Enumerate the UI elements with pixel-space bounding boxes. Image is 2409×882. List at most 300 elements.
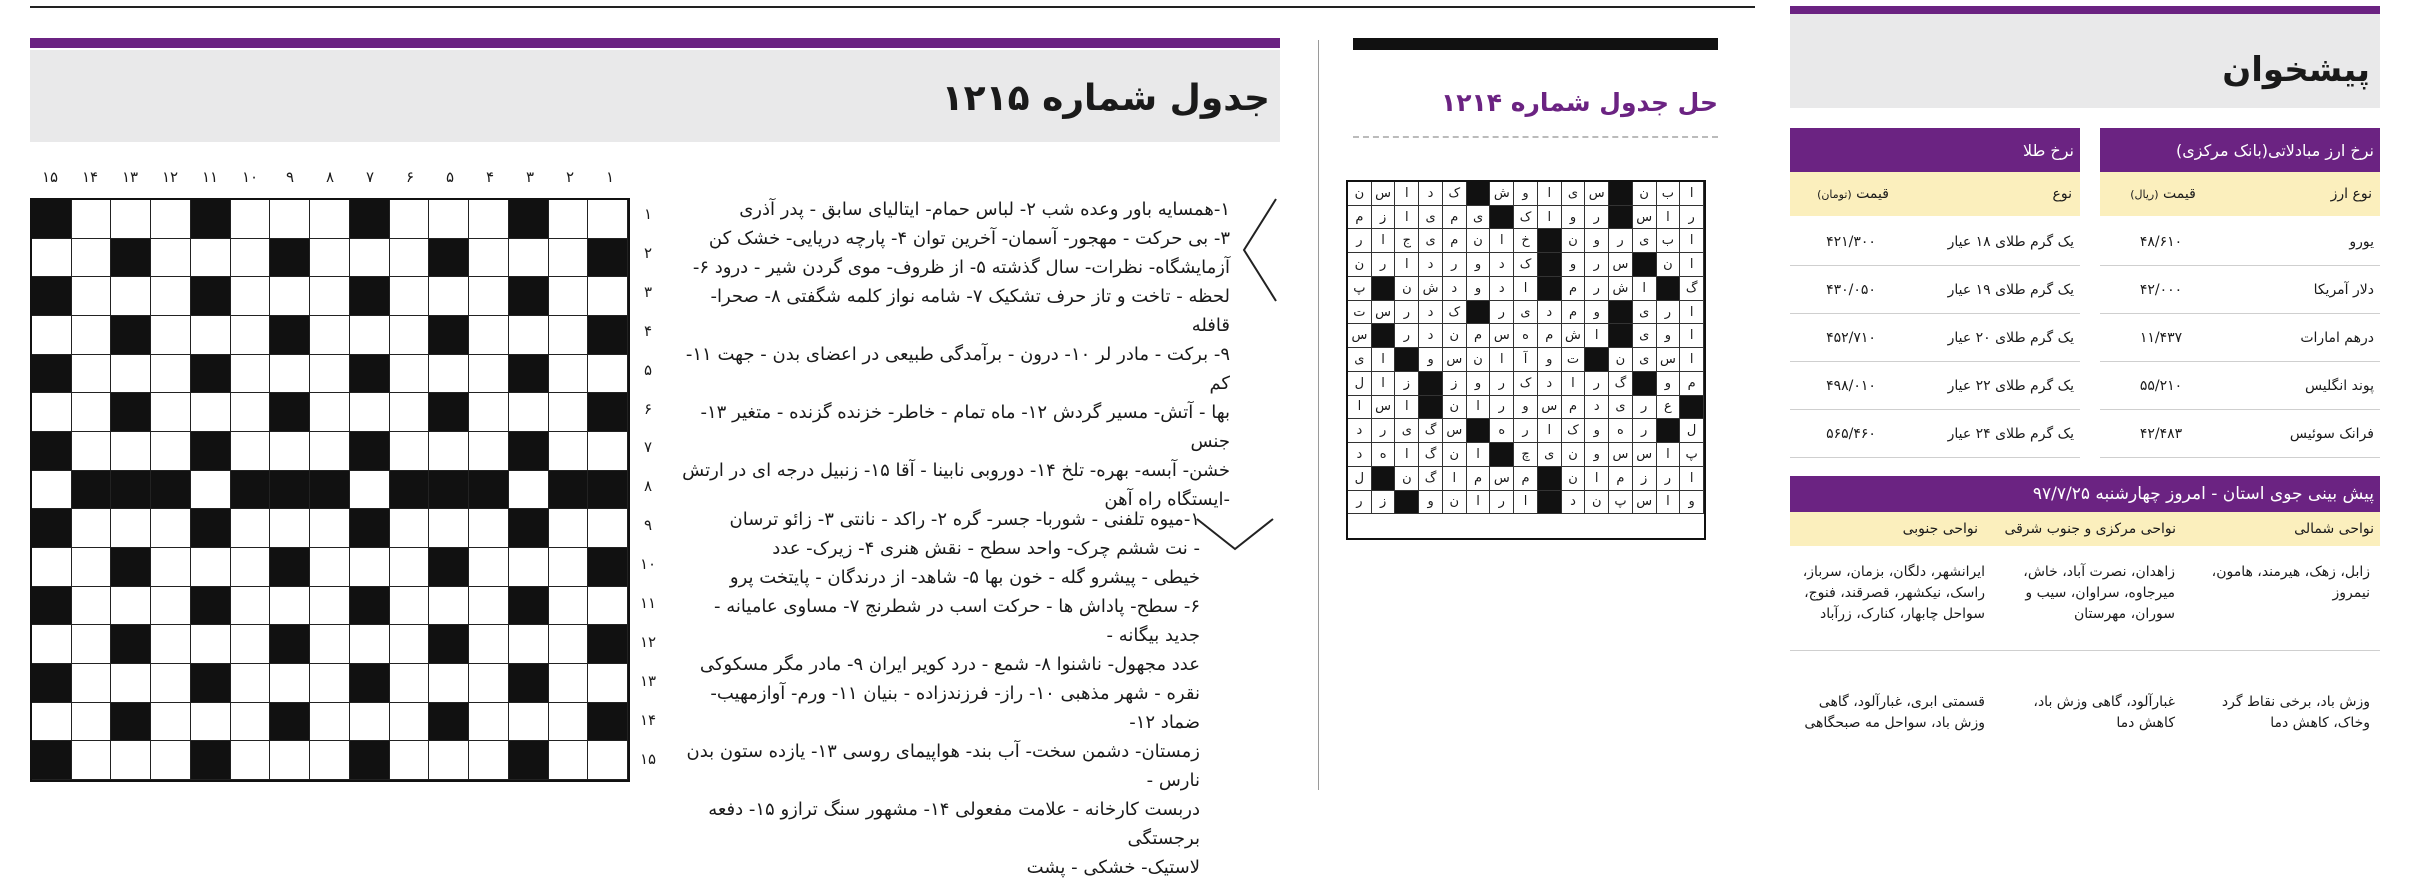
crossword-cell[interactable]	[151, 471, 191, 510]
crossword-cell[interactable]	[469, 393, 509, 432]
crossword-header-bar	[30, 38, 1280, 48]
crossword-cell[interactable]	[350, 432, 390, 471]
solution-cell: ا	[1585, 467, 1609, 491]
solution-cell: خ	[1514, 229, 1538, 253]
crossword-cell[interactable]	[310, 703, 350, 742]
crossword-cell[interactable]	[310, 200, 350, 239]
crossword-cell[interactable]	[270, 625, 310, 664]
crossword-cell[interactable]	[509, 664, 549, 703]
crossword-cell[interactable]	[429, 200, 469, 239]
crossword-cell[interactable]	[390, 432, 430, 471]
crossword-cell[interactable]	[588, 587, 628, 626]
crossword-cell[interactable]	[191, 703, 231, 742]
crossword-cell[interactable]	[509, 355, 549, 394]
crossword-cell[interactable]	[509, 548, 549, 587]
crossword-cell[interactable]	[32, 664, 72, 703]
crossword-cell[interactable]	[390, 200, 430, 239]
crossword-cell[interactable]	[231, 664, 271, 703]
crossword-cell[interactable]	[72, 393, 112, 432]
solution-cell: ن	[1395, 467, 1419, 491]
solution-cell: ا	[1680, 229, 1704, 253]
crossword-cell[interactable]	[350, 587, 390, 626]
crossword-cell[interactable]	[111, 664, 151, 703]
crossword-cell[interactable]	[509, 625, 549, 664]
crossword-cell[interactable]	[390, 509, 430, 548]
crossword-cell[interactable]	[32, 316, 72, 355]
crossword-cell[interactable]	[191, 625, 231, 664]
crossword-grid[interactable]	[30, 198, 630, 782]
solution-cell: س	[1372, 182, 1396, 206]
crossword-cell[interactable]	[509, 200, 549, 239]
crossword-cell[interactable]	[549, 393, 589, 432]
solution-cell: ی	[1419, 206, 1443, 230]
solution-cell: ا	[1395, 443, 1419, 467]
crossword-cell[interactable]	[549, 625, 589, 664]
crossword-cell[interactable]	[111, 316, 151, 355]
solution-cell: و	[1467, 253, 1491, 277]
crossword-cell[interactable]	[310, 393, 350, 432]
solution-cell: ا	[1680, 301, 1704, 325]
crossword-cell[interactable]	[72, 471, 112, 510]
crossword-cell[interactable]	[151, 703, 191, 742]
crossword-cell[interactable]	[588, 548, 628, 587]
crossword-cell[interactable]	[429, 509, 469, 548]
crossword-cell[interactable]	[549, 703, 589, 742]
row-number: ۱۳	[639, 671, 657, 690]
solution-cell: س	[1372, 301, 1396, 325]
crossword-cell[interactable]	[549, 355, 589, 394]
crossword-cell[interactable]	[72, 355, 112, 394]
solution-cell: ج	[1395, 229, 1419, 253]
crossword-cell[interactable]	[231, 393, 271, 432]
crossword-cell[interactable]	[270, 355, 310, 394]
crossword-cell[interactable]	[72, 703, 112, 742]
solution-cell: م	[1609, 467, 1633, 491]
solution-cell: پ	[1609, 491, 1633, 515]
solution-cell: ن	[1562, 467, 1586, 491]
crossword-cell[interactable]	[270, 587, 310, 626]
crossword-cell[interactable]	[111, 625, 151, 664]
column-number: ۲	[565, 168, 575, 186]
crossword-cell[interactable]	[509, 741, 549, 780]
crossword-cell[interactable]	[429, 239, 469, 278]
crossword-cell[interactable]	[549, 587, 589, 626]
solution-cell: س	[1633, 491, 1657, 515]
solution-black-cell	[1538, 277, 1562, 301]
crossword-cell[interactable]	[72, 548, 112, 587]
crossword-cell[interactable]	[350, 548, 390, 587]
crossword-cell[interactable]	[350, 703, 390, 742]
crossword-cell[interactable]	[191, 509, 231, 548]
crossword-cell[interactable]	[231, 432, 271, 471]
crossword-cell[interactable]	[270, 664, 310, 703]
crossword-cell[interactable]	[469, 239, 509, 278]
crossword-cell[interactable]	[429, 432, 469, 471]
crossword-cell[interactable]	[509, 471, 549, 510]
crossword-cell[interactable]	[390, 239, 430, 278]
crossword-cell[interactable]	[32, 587, 72, 626]
crossword-cell[interactable]	[469, 548, 509, 587]
solution-black-cell	[1372, 277, 1396, 301]
crossword-cell[interactable]	[151, 587, 191, 626]
crossword-cell[interactable]	[509, 509, 549, 548]
crossword-cell[interactable]	[350, 509, 390, 548]
crossword-cell[interactable]	[509, 587, 549, 626]
solution-cell: م	[1443, 206, 1467, 230]
crossword-cell[interactable]	[350, 741, 390, 780]
solution-cell: ه	[1514, 324, 1538, 348]
crossword-cell[interactable]	[270, 393, 310, 432]
crossword-cell[interactable]	[231, 200, 271, 239]
solution-cell: س	[1490, 324, 1514, 348]
solution-cell: س	[1490, 467, 1514, 491]
crossword-cell[interactable]	[509, 316, 549, 355]
crossword-cell[interactable]	[310, 316, 350, 355]
crossword-cell[interactable]	[429, 471, 469, 510]
crossword-cell[interactable]	[549, 200, 589, 239]
crossword-cell[interactable]	[310, 471, 350, 510]
crossword-cell[interactable]	[429, 277, 469, 316]
crossword-cell[interactable]	[191, 471, 231, 510]
crossword-cell[interactable]	[549, 432, 589, 471]
crossword-cell[interactable]	[469, 509, 509, 548]
crossword-cell[interactable]	[270, 277, 310, 316]
clue-line: ۳- بی حرکت - مهجور- آسمان- آخرین توان ۴- پارچه دریایی- خشک کن	[708, 228, 1230, 249]
crossword-cell[interactable]	[390, 741, 430, 780]
crossword-cell[interactable]	[111, 703, 151, 742]
crossword-cell[interactable]	[429, 355, 469, 394]
gold-table	[1790, 218, 2080, 458]
crossword-cell[interactable]	[111, 239, 151, 278]
crossword-cell[interactable]	[111, 587, 151, 626]
crossword-cell[interactable]	[350, 471, 390, 510]
crossword-cell[interactable]	[72, 587, 112, 626]
crossword-cell[interactable]	[270, 316, 310, 355]
crossword-cell[interactable]	[390, 355, 430, 394]
crossword-cell[interactable]	[191, 393, 231, 432]
crossword-cell[interactable]	[509, 393, 549, 432]
crossword-cell[interactable]	[111, 432, 151, 471]
crossword-cell[interactable]	[32, 741, 72, 780]
crossword-cell[interactable]	[588, 393, 628, 432]
rate-value: ۵۶۵/۴۶۰	[1790, 410, 1912, 458]
crossword-cell[interactable]	[469, 355, 509, 394]
crossword-cell[interactable]	[588, 316, 628, 355]
solution-cell: ز	[1633, 467, 1657, 491]
crossword-cell[interactable]	[429, 741, 469, 780]
crossword-cell[interactable]	[350, 664, 390, 703]
crossword-cell[interactable]	[270, 548, 310, 587]
crossword-cell[interactable]	[231, 509, 271, 548]
crossword-cell[interactable]	[151, 664, 191, 703]
crossword-cell[interactable]	[310, 664, 350, 703]
crossword-cell[interactable]	[469, 741, 509, 780]
crossword-cell[interactable]	[429, 393, 469, 432]
crossword-cell[interactable]	[310, 277, 350, 316]
crossword-cell[interactable]	[111, 471, 151, 510]
crossword-cell[interactable]	[231, 625, 271, 664]
crossword-cell[interactable]	[231, 355, 271, 394]
solution-cell: ک	[1514, 206, 1538, 230]
crossword-cell[interactable]	[350, 239, 390, 278]
crossword-cell[interactable]	[191, 587, 231, 626]
crossword-cell[interactable]	[509, 277, 549, 316]
solution-cell: و	[1419, 348, 1443, 372]
crossword-cell[interactable]	[588, 432, 628, 471]
crossword-cell[interactable]	[32, 548, 72, 587]
crossword-cell[interactable]	[231, 277, 271, 316]
crossword-cell[interactable]	[469, 703, 509, 742]
solution-cell: و	[1585, 443, 1609, 467]
crossword-cell[interactable]	[231, 548, 271, 587]
crossword-cell[interactable]	[231, 471, 271, 510]
crossword-cell[interactable]	[151, 316, 191, 355]
crossword-cell[interactable]	[32, 200, 72, 239]
crossword-cell[interactable]	[588, 741, 628, 780]
solution-cell: ا	[1395, 206, 1419, 230]
crossword-cell[interactable]	[429, 587, 469, 626]
crossword-cell[interactable]	[390, 664, 430, 703]
crossword-cell[interactable]	[390, 471, 430, 510]
solution-cell: ن	[1562, 229, 1586, 253]
solution-black-cell	[1467, 301, 1491, 325]
crossword-cell[interactable]	[270, 432, 310, 471]
crossword-cell[interactable]	[111, 200, 151, 239]
crossword-cell[interactable]	[151, 277, 191, 316]
crossword-cell[interactable]	[151, 239, 191, 278]
solution-cell: ن	[1585, 491, 1609, 515]
crossword-cell[interactable]	[350, 355, 390, 394]
solution-cell: م	[1562, 277, 1586, 301]
crossword-cell[interactable]	[270, 239, 310, 278]
crossword-cell[interactable]	[32, 277, 72, 316]
crossword-cell[interactable]	[390, 587, 430, 626]
crossword-cell[interactable]	[191, 432, 231, 471]
crossword-cell[interactable]	[151, 509, 191, 548]
crossword-cell[interactable]	[72, 277, 112, 316]
crossword-cell[interactable]	[151, 741, 191, 780]
row-number: ۴	[643, 321, 653, 340]
crossword-cell[interactable]	[469, 432, 509, 471]
crossword-cell[interactable]	[231, 587, 271, 626]
crossword-cell[interactable]	[429, 625, 469, 664]
crossword-cell[interactable]	[469, 587, 509, 626]
crossword-cell[interactable]	[191, 316, 231, 355]
crossword-cell[interactable]	[588, 664, 628, 703]
crossword-cell[interactable]	[390, 316, 430, 355]
solution-cell: د	[1348, 443, 1372, 467]
crossword-cell[interactable]	[111, 741, 151, 780]
crossword-cell[interactable]	[72, 316, 112, 355]
solution-cell: ن	[1443, 324, 1467, 348]
crossword-cell[interactable]	[549, 548, 589, 587]
column-number: ۹	[285, 168, 295, 186]
crossword-cell[interactable]	[72, 625, 112, 664]
solution-cell: ا	[1467, 443, 1491, 467]
crossword-cell[interactable]	[390, 277, 430, 316]
crossword-cell[interactable]	[151, 200, 191, 239]
crossword-cell[interactable]	[72, 239, 112, 278]
crossword-cell[interactable]	[469, 200, 509, 239]
crossword-cell[interactable]	[32, 625, 72, 664]
crossword-cell[interactable]	[588, 471, 628, 510]
crossword-cell[interactable]	[588, 277, 628, 316]
crossword-cell[interactable]	[72, 432, 112, 471]
crossword-cell[interactable]	[32, 393, 72, 432]
crossword-cell[interactable]	[390, 393, 430, 432]
crossword-cell[interactable]	[111, 277, 151, 316]
crossword-cell[interactable]	[350, 625, 390, 664]
crossword-cell[interactable]	[111, 509, 151, 548]
crossword-cell[interactable]	[32, 471, 72, 510]
column-number: ۵	[445, 168, 455, 186]
crossword-cell[interactable]	[32, 509, 72, 548]
crossword-cell[interactable]	[151, 355, 191, 394]
crossword-cell[interactable]	[390, 703, 430, 742]
crossword-cell[interactable]	[231, 316, 271, 355]
crossword-cell[interactable]	[310, 587, 350, 626]
solution-cell: س	[1633, 443, 1657, 467]
row-number: ۷	[643, 438, 653, 457]
crossword-cell[interactable]	[32, 703, 72, 742]
crossword-cell[interactable]	[231, 703, 271, 742]
solution-cell: د	[1562, 491, 1586, 515]
crossword-cell[interactable]	[72, 200, 112, 239]
crossword-cell[interactable]	[191, 741, 231, 780]
currency-table	[2100, 218, 2380, 458]
solution-cell: ر	[1348, 491, 1372, 515]
solution-cell: ر	[1585, 372, 1609, 396]
crossword-cell[interactable]	[191, 355, 231, 394]
crossword-cell[interactable]	[32, 239, 72, 278]
clue-line: ۶- سطح- پاداش ها - حرکت اسب در شطرنج ۷- مساوی عامیانه - جدید بیگانه -	[714, 596, 1200, 646]
clue-line: ۱-همسایه باور وعده شب ۲- لباس حمام- ایتالیای سابق - پدر آذری	[739, 199, 1230, 220]
crossword-cell[interactable]	[151, 548, 191, 587]
row-number: ۲	[643, 243, 653, 262]
crossword-cell[interactable]	[191, 277, 231, 316]
crossword-cell[interactable]	[310, 741, 350, 780]
solution-cell: پ	[1348, 277, 1372, 301]
crossword-cell[interactable]	[310, 239, 350, 278]
crossword-cell[interactable]	[111, 548, 151, 587]
crossword-cell[interactable]	[310, 509, 350, 548]
crossword-cell[interactable]	[509, 432, 549, 471]
crossword-cell[interactable]	[72, 664, 112, 703]
crossword-cell[interactable]	[151, 432, 191, 471]
crossword-cell[interactable]	[429, 703, 469, 742]
clue-line: دربست کارخانه - علامت مفعولی ۱۴- مشهور سنگ ترازو ۱۵- دفعه برجستگی	[708, 799, 1200, 849]
crossword-cell[interactable]	[549, 664, 589, 703]
crossword-cell[interactable]	[549, 316, 589, 355]
crossword-cell[interactable]	[191, 664, 231, 703]
crossword-cell[interactable]	[549, 741, 589, 780]
crossword-cell[interactable]	[350, 316, 390, 355]
solution-cell: ن	[1443, 396, 1467, 420]
crossword-cell[interactable]	[549, 239, 589, 278]
crossword-cell[interactable]	[111, 355, 151, 394]
crossword-cell[interactable]	[390, 625, 430, 664]
crossword-cell[interactable]	[469, 471, 509, 510]
solution-cell: ت	[1562, 348, 1586, 372]
crossword-cell[interactable]	[509, 703, 549, 742]
crossword-cell[interactable]	[469, 664, 509, 703]
crossword-cell[interactable]	[390, 548, 430, 587]
crossword-cell[interactable]	[588, 509, 628, 548]
solution-cell: ر	[1633, 396, 1657, 420]
crossword-cell[interactable]	[151, 393, 191, 432]
crossword-cell[interactable]	[549, 471, 589, 510]
crossword-cell[interactable]	[270, 509, 310, 548]
crossword-cell[interactable]	[32, 432, 72, 471]
currency-header: نرخ ارز مبادلاتی(بانک مرکزی)	[2100, 128, 2380, 172]
crossword-cell[interactable]	[429, 316, 469, 355]
crossword-cell[interactable]	[588, 703, 628, 742]
crossword-cell[interactable]	[509, 239, 549, 278]
crossword-cell[interactable]	[429, 548, 469, 587]
crossword-cell[interactable]	[32, 355, 72, 394]
crossword-cell[interactable]	[469, 316, 509, 355]
crossword-cell[interactable]	[429, 664, 469, 703]
crossword-cell[interactable]	[310, 548, 350, 587]
crossword-cell[interactable]	[588, 625, 628, 664]
crossword-cell[interactable]	[231, 741, 271, 780]
crossword-cell[interactable]	[469, 277, 509, 316]
solution-cell: ک	[1514, 372, 1538, 396]
crossword-cell[interactable]	[270, 471, 310, 510]
crossword-cell[interactable]	[191, 548, 231, 587]
crossword-cell[interactable]	[231, 239, 271, 278]
crossword-cell[interactable]	[310, 625, 350, 664]
crossword-cell[interactable]	[270, 200, 310, 239]
currency-col-price-label: قیمت	[2163, 186, 2196, 202]
crossword-cell[interactable]	[72, 741, 112, 780]
solution-cell: ی	[1467, 206, 1491, 230]
crossword-cell[interactable]	[191, 200, 231, 239]
crossword-cell[interactable]	[588, 355, 628, 394]
crossword-cell[interactable]	[270, 741, 310, 780]
solution-black-cell	[1538, 491, 1562, 515]
crossword-cell[interactable]	[191, 239, 231, 278]
rate-row	[2100, 218, 2380, 266]
crossword-cell[interactable]	[350, 277, 390, 316]
rate-row	[2100, 314, 2380, 362]
rate-row	[2100, 410, 2380, 458]
solution-cell: ر	[1657, 301, 1681, 325]
crossword-cell[interactable]	[588, 239, 628, 278]
solution-cell: ا	[1657, 491, 1681, 515]
crossword-cell[interactable]	[469, 625, 509, 664]
clue-line: -ایستگاه راه آهن	[1104, 489, 1230, 510]
crossword-cell[interactable]	[310, 432, 350, 471]
crossword-cell[interactable]	[588, 200, 628, 239]
solution-cell: ی	[1348, 348, 1372, 372]
crossword-cell[interactable]	[270, 703, 310, 742]
crossword-cell[interactable]	[350, 393, 390, 432]
solution-cell: م	[1348, 206, 1372, 230]
horizontal-arrow-icon	[1240, 195, 1280, 305]
crossword-cell[interactable]	[549, 509, 589, 548]
solution-cell: ر	[1585, 206, 1609, 230]
crossword-cell[interactable]	[72, 509, 112, 548]
crossword-cell[interactable]	[151, 625, 191, 664]
crossword-cell[interactable]	[310, 355, 350, 394]
solution-black-cell	[1490, 443, 1514, 467]
rate-row	[1790, 410, 2080, 458]
crossword-cell[interactable]	[350, 200, 390, 239]
gold-column-headers	[1790, 172, 2080, 216]
crossword-cell[interactable]	[549, 277, 589, 316]
crossword-cell[interactable]	[111, 393, 151, 432]
